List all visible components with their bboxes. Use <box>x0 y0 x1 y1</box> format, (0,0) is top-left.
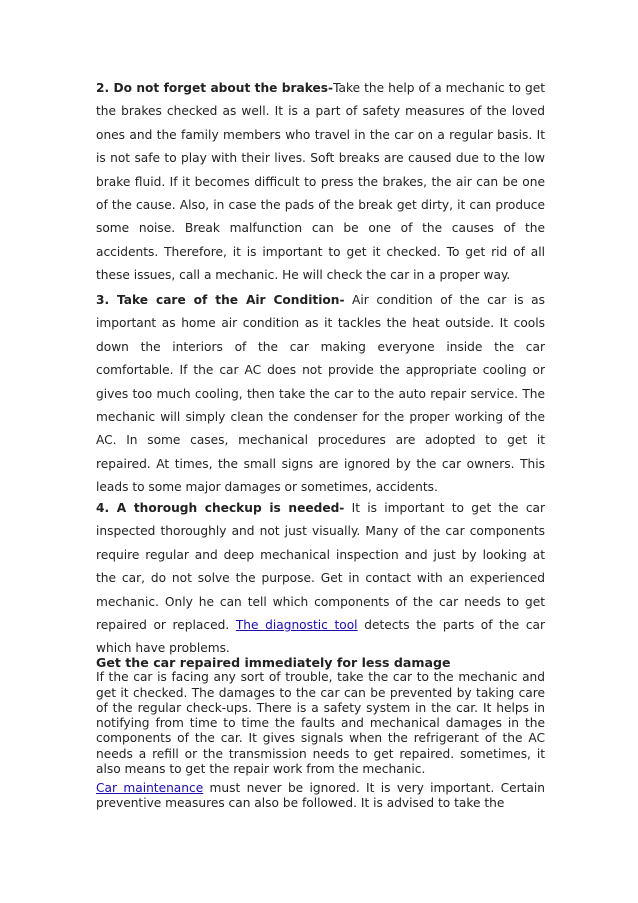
section-checkup <box>96 497 545 661</box>
section-checkup-body: It is important to get the car inspected thoroughly and not just visually. Many of the car components require regular and deep mechanical inspection and just by looking at the car, do not solve the purpose. Get in contact with an experienced mechanic. Only he can tell which components of the car needs to get repaired or replaced. <box>96 501 545 633</box>
section-air-condition <box>96 289 545 500</box>
section-brakes <box>96 77 545 288</box>
section-repair-body: If the car is facing any sort of trouble, take the car to the mechanic and get it checked. The damages to the car can be prevented by taking care of the regular check-ups. There is a safety system in the car. It helps in notifying from time to time the faults and mechanical damages in the components of the car. It gives signals when the refrigerant of the AC needs a refill or the transmission needs to get repaired. sometimes, it also means to get the repair work from the mechanic. <box>96 670 545 777</box>
section-checkup-after-link: detects the parts of the car which have problems. <box>96 618 546 656</box>
car-maintenance-link[interactable]: Car maintenance <box>96 781 204 795</box>
section-brakes-heading: 2. Do not forget about the brakes- <box>96 81 334 95</box>
section-maintenance-body: must never be ignored. It is very important. Certain preventive measures can also be followed. It is advised to take the <box>96 781 545 811</box>
section-repair-heading: Get the car repaired immediately for less damage <box>96 655 451 670</box>
section-checkup-heading: 4. A thorough checkup is needed- <box>96 501 345 515</box>
diagnostic-tool-link[interactable]: The diagnostic tool <box>235 618 358 633</box>
section-air-condition-body: Air condition of the car is as important as home air condition as it tackles the heat outside. It cools down the interiors of the car making everyone inside the car comfortable. If the car AC does not provide the appropriate cooling or gives too much cooling, then take the car to the auto repair service. The mechanic will simply clean the condenser for the proper working of the AC. In some cases, mechanical procedures are adopted to get it repaired. At times, the small signs are ignored by the car owners. This leads to some major damages or sometimes, accidents. <box>96 293 545 495</box>
section-air-condition-heading: 3. Take care of the Air Condition- <box>96 293 345 307</box>
section-brakes-body: Take the help of a mechanic to get the brakes checked as well. It is a part of safety measures of the loved ones and the family members who travel in the car on a regular basis. It is not safe to play with their lives. Soft breaks are caused due to the low brake fluid. If it becomes difficult to press the brakes, the air can be one of the cause. Also, in case the pads of the break get dirty, it can produce some noise. Break malfunction can be one of the causes of the accidents. Therefore, it is important to get it checked. To get rid of all these issues, call a mechanic. He will check the car in a proper way. <box>96 81 545 283</box>
section-maintenance <box>96 781 545 812</box>
section-repair <box>96 655 545 777</box>
